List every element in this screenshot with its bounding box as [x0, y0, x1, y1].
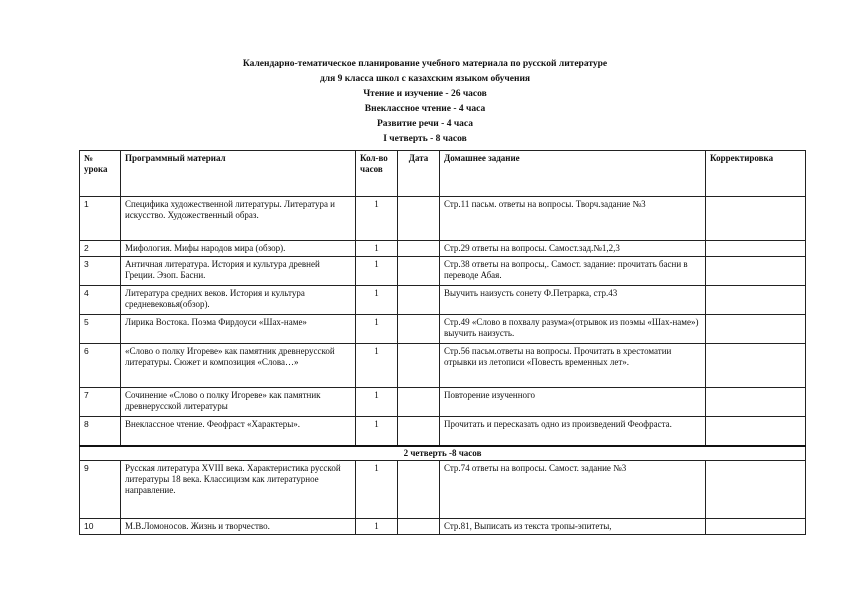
- row-count: 1: [356, 417, 398, 446]
- table-row: [80, 344, 806, 388]
- row-correction: [706, 197, 806, 241]
- row-material: «Слово о полку Игореве» как памятник древнерусской литературы. Сюжет и композиция «Слова…»: [121, 344, 356, 388]
- row-num: 2: [80, 241, 121, 257]
- header-extracurricular-hours: Внеклассное чтение - 4 часа: [364, 104, 486, 114]
- row-count: 1: [356, 286, 398, 315]
- row-date: [398, 286, 440, 315]
- col-header-material: Программный материал: [121, 151, 356, 197]
- row-date: [398, 388, 440, 417]
- row-homework: Стр.81, Выписать из текста тропы-эпитеты,: [440, 518, 706, 534]
- row-homework: Стр.74 ответы на вопросы. Самост. задание №3: [440, 460, 706, 518]
- header-quarter1: I четверть - 8 часов: [383, 134, 467, 144]
- row-num: 7: [80, 388, 121, 417]
- row-num: 6: [80, 344, 121, 388]
- row-count: 1: [356, 241, 398, 257]
- table-row: [80, 315, 806, 344]
- row-count: 1: [356, 257, 398, 286]
- row-material: Мифология. Мифы народов мира (обзор).: [121, 241, 356, 257]
- row-correction: [706, 417, 806, 446]
- row-num: 8: [80, 417, 121, 446]
- col-header-num: № урока: [80, 151, 121, 197]
- row-homework: Стр.49 «Слово в похвалу разума»(отрывок из поэмы «Шах-наме») выучить наизусть.: [440, 315, 706, 344]
- row-material: Русская литература XVIII века. Характеристика русской литературы 18 века. Классицизм как литературное направление.: [121, 460, 356, 518]
- row-material: Сочинение «Слово о полку Игореве» как памятник древнерусской литературы: [121, 388, 356, 417]
- row-date: [398, 197, 440, 241]
- row-correction: [706, 315, 806, 344]
- table-row: [80, 257, 806, 286]
- row-material: Внеклассное чтение. Феофраст «Характеры».: [121, 417, 356, 446]
- row-num: 9: [80, 460, 121, 518]
- header-title: Календарно-тематическое планирование учебного материала по русской литературе: [242, 59, 608, 69]
- plan-table: [79, 150, 806, 535]
- row-num: 5: [80, 315, 121, 344]
- col-header-date: Дата: [398, 151, 440, 197]
- table-row: [80, 197, 806, 241]
- row-material: Специфика художественной литературы. Литература и искусство. Художественный образ.: [121, 197, 356, 241]
- row-homework: Повторение изученного: [440, 388, 706, 417]
- row-date: [398, 460, 440, 518]
- row-count: 1: [356, 344, 398, 388]
- row-num: 1: [80, 197, 121, 241]
- row-correction: [706, 388, 806, 417]
- row-correction: [706, 460, 806, 518]
- header-reading-hours: Чтение и изучение - 26 часов: [363, 89, 487, 99]
- row-num: 4: [80, 286, 121, 315]
- row-date: [398, 417, 440, 446]
- row-correction: [706, 257, 806, 286]
- row-homework: Прочитать и пересказать одно из произведений Феофраста.: [440, 417, 706, 446]
- row-date: [398, 241, 440, 257]
- row-date: [398, 344, 440, 388]
- row-count: 1: [356, 197, 398, 241]
- header-subtitle: для 9 класса школ с казахским языком обучения: [319, 74, 531, 84]
- table-row: [80, 286, 806, 315]
- row-homework: Стр.56 пасьм.ответы на вопросы. Прочитать в хрестоматии отрывки из летописи «Повесть временных лет».: [440, 344, 706, 388]
- table-row: [80, 460, 806, 518]
- header-speech-hours: Развитие речи - 4 часа: [376, 119, 474, 129]
- row-homework: Выучить наизусть сонету Ф.Петрарка, стр.43: [440, 286, 706, 315]
- col-header-correction: Корректировка: [706, 151, 806, 197]
- row-num: 3: [80, 257, 121, 286]
- row-date: [398, 518, 440, 534]
- row-count: 1: [356, 388, 398, 417]
- table-row: [80, 388, 806, 417]
- row-count: 1: [356, 518, 398, 534]
- quarter2-heading: 2 четверть -8 часов: [80, 446, 806, 461]
- col-header-count: Кол-во часов: [356, 151, 398, 197]
- row-count: 1: [356, 460, 398, 518]
- row-date: [398, 315, 440, 344]
- col-header-homework: Домашнее задание: [440, 151, 706, 197]
- row-correction: [706, 286, 806, 315]
- row-material: М.В.Ломоносов. Жизнь и творчество.: [121, 518, 356, 534]
- table-header-row: [80, 151, 806, 197]
- row-correction: [706, 518, 806, 534]
- row-material: Античная литература. История и культура древней Греции. Эзоп. Басни.: [121, 257, 356, 286]
- row-correction: [706, 241, 806, 257]
- row-material: Литература средних веков. История и культура средневековья(обзор).: [121, 286, 356, 315]
- quarter-row: [80, 446, 806, 461]
- document-header: [80, 57, 770, 147]
- row-num: 10: [80, 518, 121, 534]
- row-date: [398, 257, 440, 286]
- table-row: [80, 417, 806, 446]
- table-row: [80, 241, 806, 257]
- row-count: 1: [356, 315, 398, 344]
- row-material: Лирика Востока. Поэма Фирдоуси «Шах-наме»: [121, 315, 356, 344]
- table-row: [80, 518, 806, 534]
- row-homework: Стр.11 пасьм. ответы на вопросы. Творч.задание №3: [440, 197, 706, 241]
- row-homework: Стр.38 ответы на вопросы,. Самост. задание: прочитать басни в переводе Абая.: [440, 257, 706, 286]
- row-homework: Стр.29 ответы на вопросы. Самост.зад.№1,2,3: [440, 241, 706, 257]
- row-correction: [706, 344, 806, 388]
